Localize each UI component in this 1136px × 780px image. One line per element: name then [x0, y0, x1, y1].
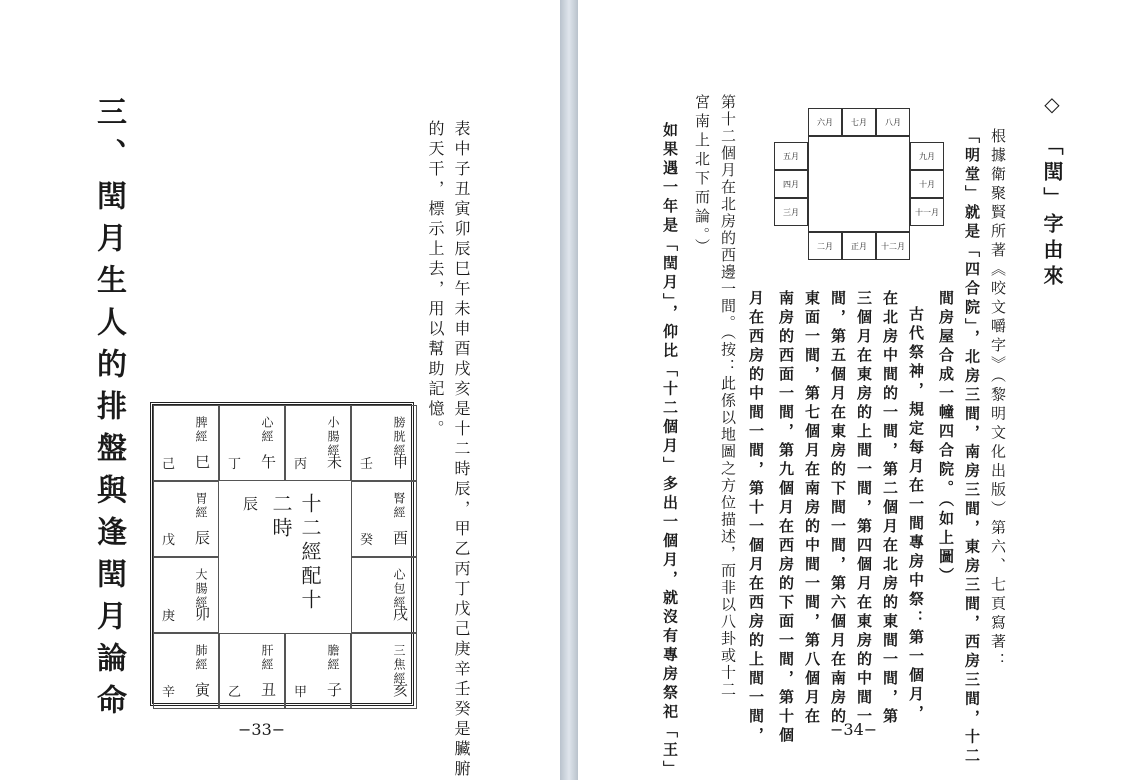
table-center-title: 十二經配十二時 [269, 493, 322, 613]
center-branch: 辰 [243, 495, 259, 513]
chapter-title: 三、閏月生人的排盤與逢閏月論命 [91, 96, 126, 726]
month-box: 三月 [774, 198, 808, 226]
month-box: 五月 [774, 142, 808, 170]
table-cell: 三焦經 亥 [351, 633, 417, 709]
paragraph-line: 宮南上北下而論。） [693, 94, 711, 258]
paragraph-line: 如果遇一年是「閏月」，仰比「十二個月」多出一個月，就沒有專房祭祀「王」 [661, 122, 679, 780]
page-number: −34− [830, 720, 878, 739]
table-cell: 胃經 戊 辰 [153, 481, 219, 557]
month-box: 二月 [808, 232, 842, 260]
note-line-1: 表中子丑寅卯辰巳午未申酉戌亥是十二時辰，甲乙丙丁戊己庚辛壬癸是臟腑 [452, 120, 471, 780]
table-cell: 膽經 甲 子 [285, 633, 351, 709]
paragraph-line: 月在西房的中間一間，第十一個月在西房的上間一間， [747, 290, 765, 746]
table-cell: 肝經 乙 丑 [219, 633, 285, 709]
paragraph-line: 間，第五個月在東房的下間一間，第六個月在南房的 [829, 290, 847, 727]
month-room-diagram [774, 108, 944, 260]
month-box: 九月 [910, 142, 944, 170]
diamond-icon: ◇ [1040, 92, 1064, 122]
paragraph-line: 三個月在東房的上間一間，第四個月在東房的中間一 [855, 290, 873, 727]
paragraph-line: 根據衛聚賢所著《咬文嚼字》（黎明文化出版）第六、七頁寫著： [989, 128, 1007, 672]
book-gutter [560, 0, 578, 780]
table-center [219, 481, 351, 633]
month-box: 正月 [842, 232, 876, 260]
table-cell: 脾經 己 巳 [153, 405, 219, 481]
paragraph-line: 第十二個月在北房的西邊一間。（按：此係以地圖之方位描述，而非以八卦或十二 [719, 94, 737, 699]
table-cell: 小腸經 丙 未 [285, 405, 351, 481]
table-cell: 心包經 戌 [351, 557, 417, 633]
meridian-time-table [150, 402, 414, 706]
month-box: 十二月 [876, 232, 910, 260]
paragraph-line: 古代祭神，規定每月在一間專房中祭：第一個月， [907, 306, 925, 724]
month-box: 六月 [808, 108, 842, 136]
month-box: 四月 [774, 170, 808, 198]
month-box: 八月 [876, 108, 910, 136]
note-line-2: 的天干，標示上去，用以幫助記憶。 [426, 120, 445, 440]
paragraph-line: 東面一間，第七個月在南房的中間一間，第八個月在 [803, 290, 821, 727]
month-box: 十一月 [910, 198, 944, 226]
month-box: 七月 [842, 108, 876, 136]
paragraph-line: 南房的西面一間，第九個月在西房的下面一間，第十個 [777, 290, 795, 746]
table-cell: 膀胱經 壬 申 [351, 405, 417, 481]
table-cell: 大腸經 庚 卯 [153, 557, 219, 633]
month-box: 十月 [910, 170, 944, 198]
paragraph-line: 在北房中間的一間，第二個月在北房的東間一間，第 [881, 290, 899, 727]
page-number: −33− [238, 720, 286, 739]
section-heading: ◇ 「閏」字由來 [1040, 92, 1064, 291]
paragraph-line: 間房屋合成一幢四合院。（如上圖） [937, 290, 955, 587]
paragraph-line: 「明堂」就是「四合院」，北房三間，南房三間，東房三間，西房三間，十二 [963, 128, 981, 767]
table-cell: 腎經 癸 酉 [351, 481, 417, 557]
right-page [578, 0, 1136, 780]
table-cell: 心經 丁 午 [219, 405, 285, 481]
table-cell: 肺經 辛 寅 [153, 633, 219, 709]
courtyard [808, 136, 910, 232]
left-page [0, 0, 560, 780]
